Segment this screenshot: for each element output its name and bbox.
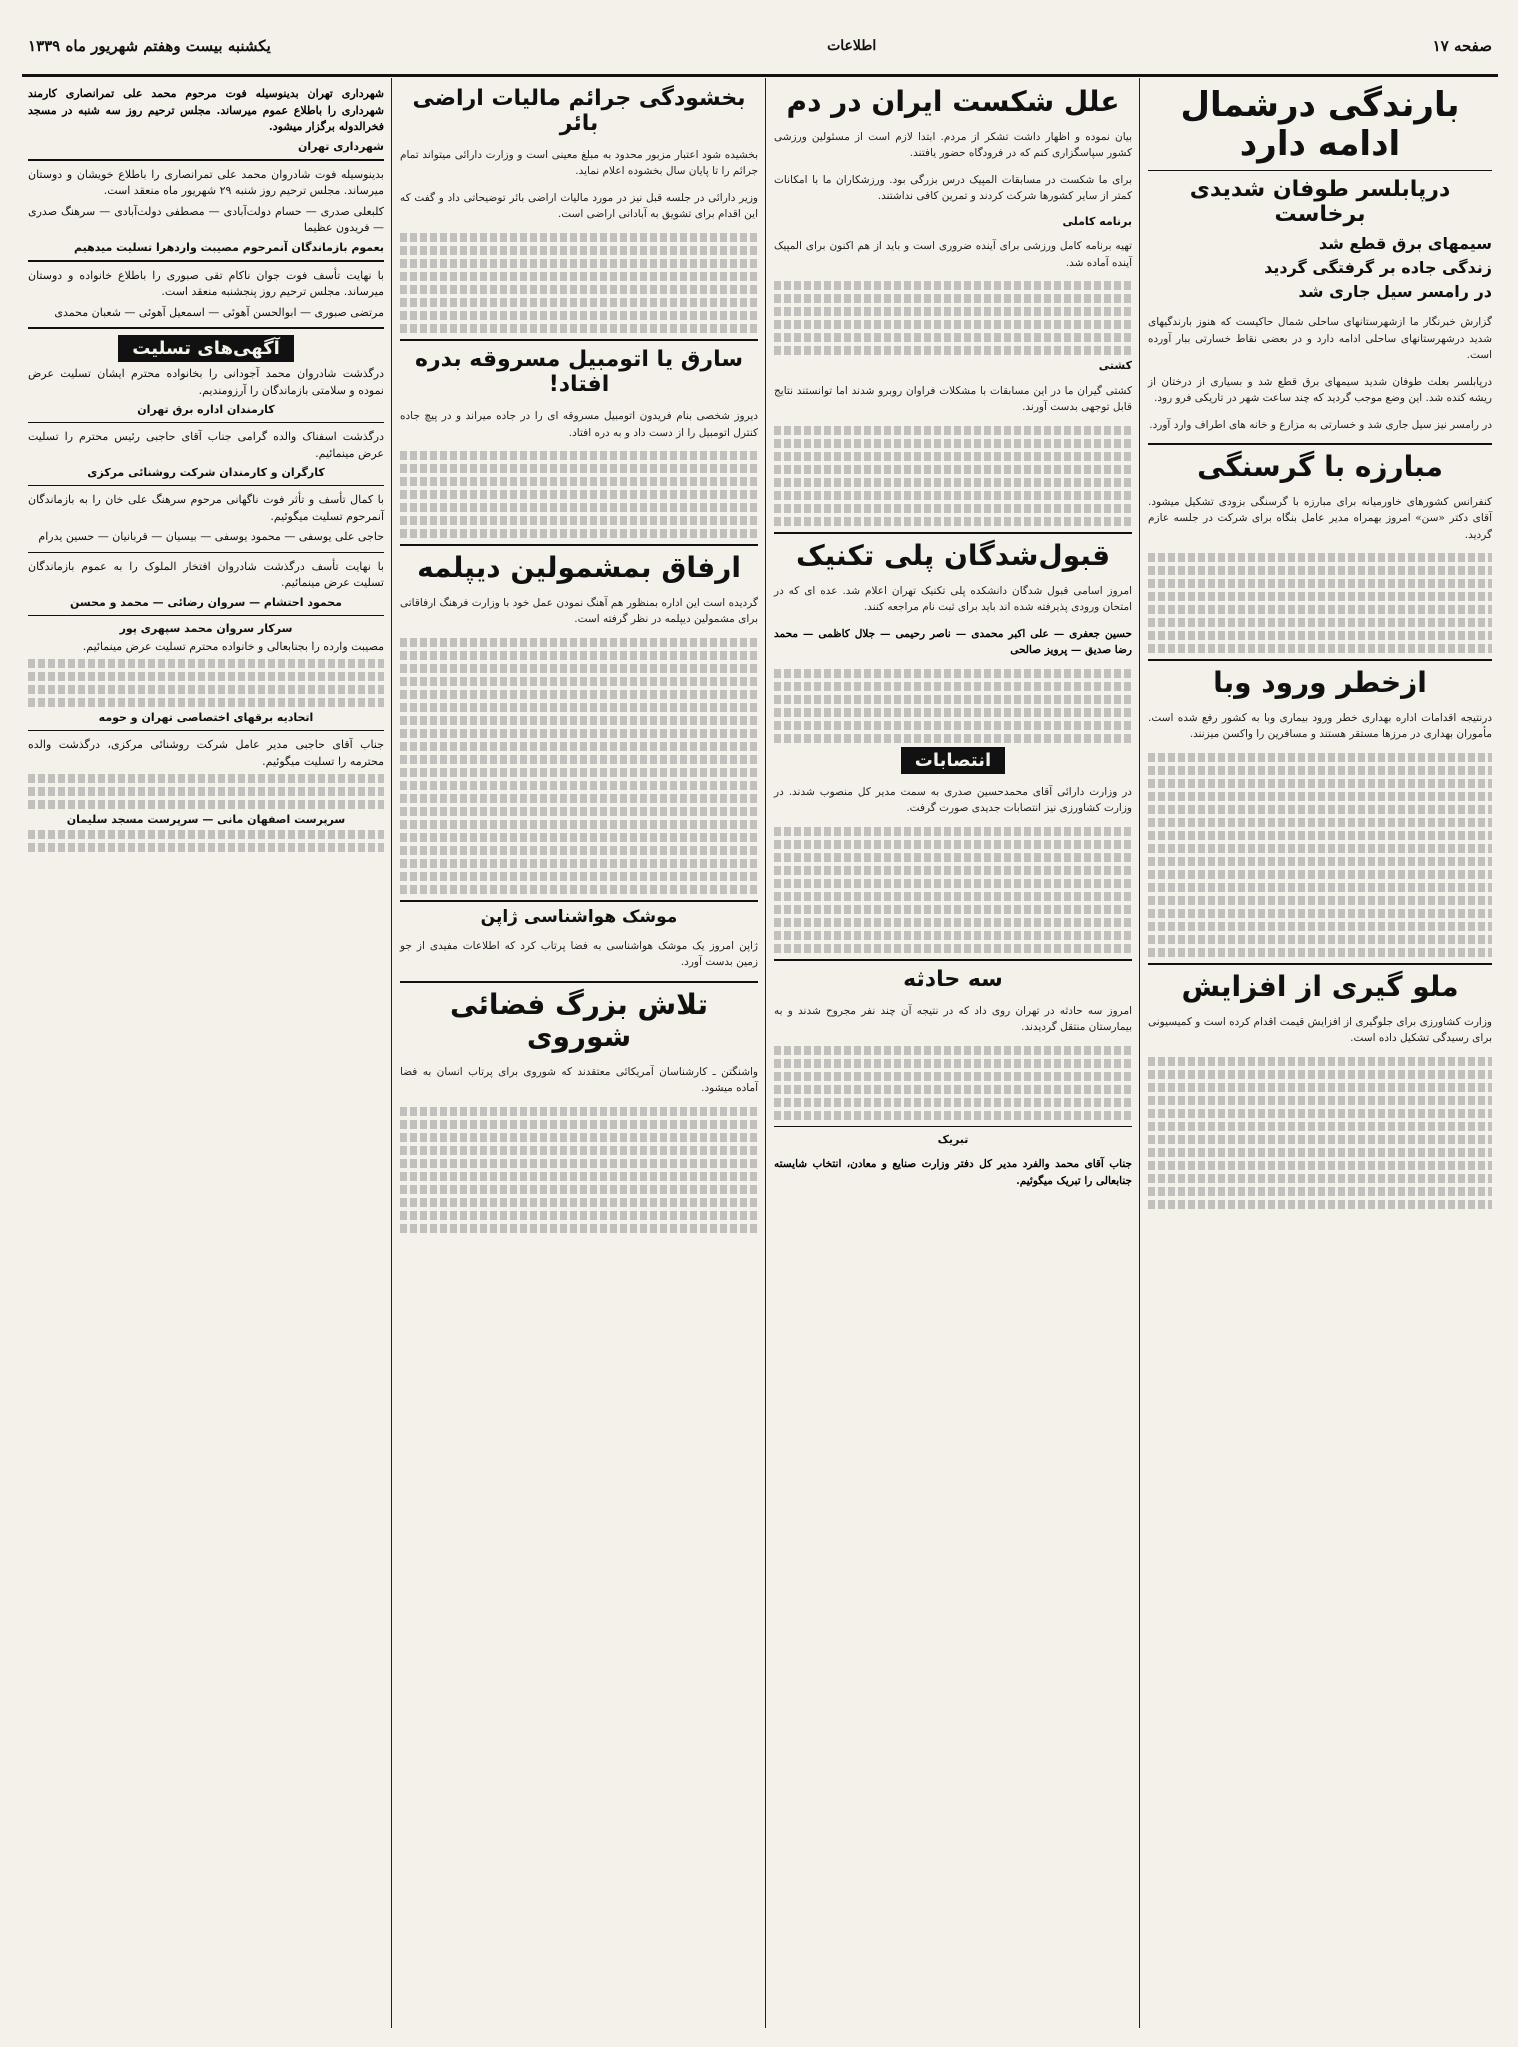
section-subhead: کشتی — [1098, 359, 1132, 373]
text-lines — [400, 768, 758, 777]
mourner-names: حاجی علی یوسفی — محمود یوسفی — بیسیان — قربانیان — حسین یدرام — [38, 530, 384, 543]
text-lines — [400, 464, 758, 473]
text-lines — [400, 742, 758, 751]
text-lines — [400, 846, 758, 855]
headline-soviet-space: تلاش بزرگ فضائی شوروی — [450, 988, 708, 1054]
divider — [28, 422, 384, 423]
text-lines — [400, 233, 758, 242]
text-lines — [400, 246, 758, 255]
column-rule — [1139, 78, 1140, 2028]
text-lines — [1148, 818, 1492, 827]
article-text: ژاپن امروز یک موشک هواشناسی به فضا پرتاب کرد که اطلاعات مفیدی از جو زمین بدست آورد. — [400, 940, 758, 969]
headline-thief: سارق یا اتومبیل مسروقه بدره افتاد! — [415, 347, 743, 398]
article-text: تهیه برنامه کامل ورزشی برای آینده ضروری است و باید از هم اکنون برای المپیک آینده آماده شد. — [774, 240, 1132, 269]
masthead — [22, 18, 1498, 77]
text-lines — [774, 708, 1132, 717]
notice-text: با نهایت تأسف فوت جوان ناکام تقی صبوری را باطلاع خانواده و دوستان میرساند. مجلس ترحیم روز پنجشنبه منعقد است. — [28, 268, 384, 298]
text-lines — [1148, 1135, 1492, 1144]
bullet-list — [1148, 232, 1492, 304]
headline-tax: بخشودگی جرائم مالیات اراضی بائر — [412, 86, 746, 137]
text-lines — [774, 307, 1132, 316]
text-lines — [400, 716, 758, 725]
text-lines — [1148, 631, 1492, 640]
article-text: وزیر دارائی در جلسه قبل نیز در مورد مالیات اراضی بائر توضیحاتی داد و گفت که این اقدام برای تشویق به آبادانی اراضی است. — [400, 192, 758, 221]
text-lines — [774, 1085, 1132, 1094]
issue-date: یکشنبه بیست وهفتم شهریور ماه ۱۳۳۹ — [28, 37, 271, 55]
text-lines — [774, 346, 1132, 355]
page-number: صفحه ۱۷ — [1432, 37, 1492, 55]
condolence-box: آگهی‌های تسلیت — [118, 335, 294, 362]
notice-text: درگذشت اسفناک والده گرامی جناب آقای حاجبی رئیس محترم را تسلیت عرض مینمائیم. — [28, 430, 384, 460]
text-lines — [774, 491, 1132, 500]
text-lines — [774, 721, 1132, 730]
divider — [400, 900, 758, 902]
text-lines — [400, 1198, 758, 1207]
divider — [28, 260, 384, 262]
notice-signature: بعموم بازماندگان آنمرحوم مصیبت واردهرا تسلیت میدهیم — [73, 240, 384, 254]
text-lines — [400, 1146, 758, 1155]
text-lines — [400, 311, 758, 320]
headline-iran-defeat: علل شکست ایران در دم — [786, 85, 1120, 118]
notice-signature: محمود احتشام — سروان رضائی — محمد و محسن — [69, 595, 342, 609]
text-lines — [1148, 605, 1492, 614]
text-lines — [400, 859, 758, 868]
text-lines — [1148, 644, 1492, 653]
text-lines — [774, 931, 1132, 940]
divider — [28, 327, 384, 329]
text-lines — [774, 1098, 1132, 1107]
text-lines — [28, 659, 384, 668]
article-text: گزارش خبرنگار ما ازشهرستانهای ساحلی شمال حاکیست که هنوز بارندگیهای شدید درشهرستانهای ساحلی ادامه دارد و در بعضی نقاط خسارتی ببار آورده است. — [1148, 316, 1492, 361]
subhead-storm: درپابلسر طوفان شدیدی برخاست — [1189, 177, 1451, 228]
notice-text: بدینوسیله فوت شادروان محمد علی تمرانصاری را باطلاع خویشان و دوستان میرساند. مجلس ترحیم روز شنبه ۲۹ شهریور ماه منعقد است. — [28, 167, 384, 197]
article-text: بخشیده شود اعتبار مزبور محدود به مبلغ معینی است و وزارت دارائی میتواند تمام جرائم را تا پایان سال بخشوده اعلام نماید. — [400, 149, 758, 178]
text-lines — [400, 503, 758, 512]
notice-signature: کارمندان اداره برق تهران — [137, 403, 275, 416]
article-text: وزارت کشاورزی برای جلوگیری از افزایش قیمت اقدام کرده است و کمیسیونی برای رسیدگی تشکیل داده است. — [1148, 1015, 1492, 1045]
text-lines — [1148, 883, 1492, 892]
text-lines — [1148, 805, 1492, 814]
text-lines — [774, 840, 1132, 849]
text-lines — [400, 324, 758, 333]
column-1 — [1142, 78, 1498, 2028]
text-lines — [1148, 766, 1492, 775]
text-lines — [28, 685, 384, 694]
bullet-item: در رامسر سیل جاری شد — [1298, 281, 1492, 301]
notice-signature: اتحادیه برقهای اختصاصی تهران و حومه — [98, 711, 314, 724]
text-lines — [774, 879, 1132, 888]
text-lines — [774, 853, 1132, 862]
divider — [400, 981, 758, 983]
divider — [28, 730, 384, 731]
headline-north-rain: بارندگی درشمال ادامه دارد — [1180, 85, 1460, 165]
article-text: دیروز شخصی بنام فریدون اتومبیل مسروقه ای را در جاده میراند و در پیچ جاده کنترل اتومبیل را از دست داد و به دره افتاد. — [400, 410, 758, 439]
text-lines — [28, 830, 384, 839]
text-lines — [1148, 1096, 1492, 1105]
text-lines — [1148, 922, 1492, 931]
notice-text: شهرداری تهران بدینوسیله فوت مرحوم محمد علی تمرانصاری کارمند شهرداری را باطلاع عموم میرساند. مجلس ترحیم روز سه شنبه در مسجد فخرالدوله برگزار میشود. — [28, 87, 384, 133]
headline-price: ملو گیری از افزایش — [1181, 970, 1459, 1004]
article-text: در رامسر نیز سیل جاری شد و خسارتی به مزارع و خانه های اطراف وارد آورد. — [1149, 418, 1492, 431]
text-lines — [774, 734, 1132, 743]
text-lines — [28, 800, 384, 809]
text-lines — [400, 1185, 758, 1194]
text-lines — [774, 504, 1132, 513]
newspaper-page — [22, 18, 1498, 2028]
text-lines — [400, 755, 758, 764]
article-text: در وزارت دارائی آقای محمدحسین صدری به سمت مدیر کل منصوب شدند. در وزارت کشاورزی نیز انتصابات جدیدی صورت گرفت. — [774, 786, 1132, 815]
text-lines — [774, 682, 1132, 691]
text-lines — [28, 843, 384, 852]
text-lines — [400, 872, 758, 881]
text-lines — [400, 651, 758, 660]
text-lines — [400, 477, 758, 486]
text-lines — [1148, 1187, 1492, 1196]
text-lines — [400, 677, 758, 686]
text-lines — [774, 320, 1132, 329]
bullet-item: زندگی جاده بر گرفتگی گردید — [1264, 257, 1492, 277]
text-lines — [400, 833, 758, 842]
text-lines — [400, 1172, 758, 1181]
text-lines — [1148, 1070, 1492, 1079]
column-rule — [391, 78, 392, 2028]
text-lines — [1148, 857, 1492, 866]
notice-text: با کمال تأسف و تأثر فوت ناگهانی مرحوم سرهنگ علی خان را به بازماندگان آنمرحوم تسلیت میگوئیم. — [28, 493, 384, 523]
text-lines — [400, 690, 758, 699]
text-lines — [1148, 779, 1492, 788]
congrats-heading: تبریک — [937, 1132, 969, 1146]
student-names: حسین جعفری — علی اکبر محمدی — ناصر رحیمی — جلال کاظمی — محمد رضا صدیق — پرویز صالحی — [774, 627, 1132, 656]
section-subhead: برنامه کاملی — [1062, 214, 1132, 228]
text-lines — [400, 1107, 758, 1116]
text-lines — [1148, 1057, 1492, 1066]
notice-text: مصیبت وارده را بجنابعالی و خانواده محترم تسلیت عرض مینمائیم. — [82, 639, 384, 653]
text-lines — [1148, 831, 1492, 840]
column-3 — [394, 78, 764, 2028]
text-lines — [400, 638, 758, 647]
text-lines — [1148, 935, 1492, 944]
article-text: درپابلسر بعلت طوفان شدید سیمهای برق قطع شد و بسیاری از درختان از ریشه کنده شد. این وضع موجب گردید که چند ساعت شهر در تاریکی فرو رود. — [1148, 375, 1492, 404]
text-lines — [774, 1046, 1132, 1055]
notice-signature: شهرداری تهران — [298, 139, 384, 153]
text-lines — [1148, 1148, 1492, 1157]
text-lines — [400, 529, 758, 538]
mourner-names: مرتضی صبوری — ابوالحسن آهوئی — اسمعیل آهوئی — شعبان محمدی — [54, 305, 384, 319]
text-lines — [774, 452, 1132, 461]
text-lines — [774, 426, 1132, 435]
article-text: واشنگتن ـ کارشناسان آمریکائی معتقدند که شوروی برای پرتاب انسان به فضا آماده میشود. — [400, 1065, 758, 1095]
article-text: برای ما شکست در مسابقات المپیک درس بزرگی بود. ورزشکاران ما با امکانات کمتر از سایر کشورها شرکت کردند و تمرین کافی نداشتند. — [774, 173, 1132, 202]
article-text: کشتی گیران ما در این مسابقات با مشکلات فراوان روبرو شدند اما توانستند نتایج قابل توجهی بدست آورند. — [774, 384, 1132, 414]
article-text: کنفرانس کشورهای خاورمیانه برای مبارزه با گرسنگی بزودی تشکیل میشود. آقای دکتر «سن» امروز بهمراه مدیر عامل بنگاه برای شرکت در جلسه عازم گردید. — [1148, 496, 1492, 541]
column-2 — [768, 78, 1138, 2028]
column-4-notices — [22, 78, 390, 2028]
text-lines — [1148, 844, 1492, 853]
headline-japan-rocket: موشک هواشناسی ژاپن — [480, 907, 678, 927]
text-lines — [400, 272, 758, 281]
text-lines — [400, 1211, 758, 1220]
text-lines — [1148, 909, 1492, 918]
congrats-text: جناب آقای محمد والفرد مدیر کل دفتر وزارت صنایع و معادن، انتخاب شایسته جنابعالی را تبریک میگوئیم. — [774, 1158, 1132, 1187]
text-lines — [774, 465, 1132, 474]
text-lines — [1148, 566, 1492, 575]
divider — [774, 959, 1132, 961]
text-lines — [28, 698, 384, 707]
text-lines — [400, 1224, 758, 1233]
appointments-box: انتصابات — [901, 747, 1005, 774]
text-lines — [774, 866, 1132, 875]
text-lines — [400, 285, 758, 294]
text-lines — [774, 827, 1132, 836]
article-text: بیان نموده و اظهار داشت تشکر از مردم. ابتدا لازم است از مسئولین ورزشی کشور سپاسگزاری کنم که در فرودگاه حضور یافتند. — [774, 130, 1132, 159]
text-lines — [400, 1120, 758, 1129]
notice-signature: کارگران و کارمندان شرکت روشنائی مرکزی — [87, 466, 325, 479]
text-lines — [774, 478, 1132, 487]
text-lines — [774, 1072, 1132, 1081]
text-lines — [400, 451, 758, 460]
text-lines — [1148, 592, 1492, 601]
text-lines — [1148, 1083, 1492, 1092]
divider — [28, 485, 384, 486]
divider — [28, 615, 384, 616]
text-lines — [400, 1159, 758, 1168]
paper-name: اطلاعات — [827, 38, 877, 54]
article-text: گردیده است این اداره بمنظور هم آهنگ نمودن عمل خود با وزارت فرهنگ ارفاقاتی برای مشمولین دیپلمه در نظر گرفته است. — [400, 596, 758, 626]
text-lines — [774, 918, 1132, 927]
divider — [400, 339, 758, 341]
headline-diploma: ارفاق بمشمولین دیپلمه — [417, 551, 741, 585]
divider — [28, 159, 384, 161]
article-text: درنتیجه اقدامات اداره بهداری خطر ورود بیماری وبا به کشور رفع شده است. مأموران بهداری در مرزها مستقر هستند و مسافرین را واکسن میزنند. — [1148, 712, 1492, 741]
headline-accidents: سه حادثه — [903, 967, 1003, 993]
text-lines — [400, 729, 758, 738]
text-lines — [774, 1111, 1132, 1120]
text-lines — [400, 703, 758, 712]
text-lines — [1148, 1109, 1492, 1118]
mourner-names: کلبعلی صدری — حسام دولت‌آبادی — مصطفی دولت‌آبادی — سرهنگ صدری — فریدون عظیما — [28, 204, 384, 234]
text-lines — [1148, 553, 1492, 562]
text-lines — [774, 905, 1132, 914]
divider — [774, 1126, 1132, 1127]
text-lines — [774, 281, 1132, 290]
divider — [1148, 170, 1492, 171]
text-lines — [1148, 1174, 1492, 1183]
divider — [1148, 963, 1492, 965]
text-lines — [774, 333, 1132, 342]
text-lines — [774, 892, 1132, 901]
text-lines — [774, 669, 1132, 678]
notice-signature: سرپرست اصفهان مانی — سرپرست مسجد سلیمان — [66, 813, 346, 826]
text-lines — [1148, 1122, 1492, 1131]
text-lines — [774, 294, 1132, 303]
text-lines — [774, 1059, 1132, 1068]
text-lines — [774, 944, 1132, 953]
text-lines — [774, 517, 1132, 526]
divider — [400, 544, 758, 546]
text-lines — [400, 885, 758, 894]
bullet-item: سیمهای برق قطع شد — [1318, 233, 1492, 253]
text-lines — [400, 664, 758, 673]
text-lines — [400, 781, 758, 790]
text-lines — [28, 672, 384, 681]
text-lines — [1148, 753, 1492, 762]
text-lines — [774, 695, 1132, 704]
text-lines — [400, 807, 758, 816]
text-lines — [400, 490, 758, 499]
text-lines — [1148, 1161, 1492, 1170]
headline-hunger: مبارزه با گرسنگی — [1197, 450, 1443, 484]
text-lines — [1148, 896, 1492, 905]
headline-polytechnic: قبول‌شدگان پلی تکنیک — [795, 538, 1111, 572]
column-rule — [765, 78, 766, 2028]
text-lines — [1148, 1200, 1492, 1209]
text-lines — [400, 259, 758, 268]
notice-text: جناب آقای حاجبی مدیر عامل شرکت روشنائی مرکزی، درگذشت والده محترمه را تسلیت میگوئیم. — [28, 738, 384, 768]
headline-cholera: ازخطر ورود وبا — [1213, 666, 1427, 700]
text-lines — [1148, 579, 1492, 588]
article-text: امروز سه حادثه در تهران روی داد که در نتیجه آن چند نفر مجروح شدند و به بیمارستان منتقل گردیدند. — [774, 1004, 1132, 1034]
text-lines — [1148, 792, 1492, 801]
article-text: امروز اسامی قبول شدگان دانشکده پلی تکنیک تهران اعلام شد. عده ای که در امتحان ورودی پذیرفته شده اند باید برای ثبت نام مراجعه کنند. — [774, 584, 1132, 613]
notice-signature: سرکار سروان محمد سپهری پور — [119, 621, 293, 635]
divider — [28, 552, 384, 553]
text-lines — [1148, 618, 1492, 627]
text-lines — [28, 787, 384, 796]
text-lines — [400, 516, 758, 525]
notice-text: با نهایت تأسف درگذشت شادروان افتخار الملوک را به عموم بازماندگان تسلیت عرض مینمائیم. — [28, 559, 384, 589]
divider — [774, 532, 1132, 534]
text-lines — [1148, 870, 1492, 879]
text-lines — [28, 774, 384, 783]
notice-text: درگذشت شادروان محمد آجودانی را بخانواده محترم ایشان تسلیت عرض نموده و سلامتی بازماندگان را آرزومندیم. — [28, 367, 384, 397]
divider — [1148, 443, 1492, 445]
text-lines — [400, 298, 758, 307]
columns-grid — [22, 78, 1498, 2028]
text-lines — [400, 1133, 758, 1142]
divider — [1148, 659, 1492, 661]
text-lines — [1148, 948, 1492, 957]
text-lines — [400, 794, 758, 803]
text-lines — [774, 439, 1132, 448]
text-lines — [400, 820, 758, 829]
